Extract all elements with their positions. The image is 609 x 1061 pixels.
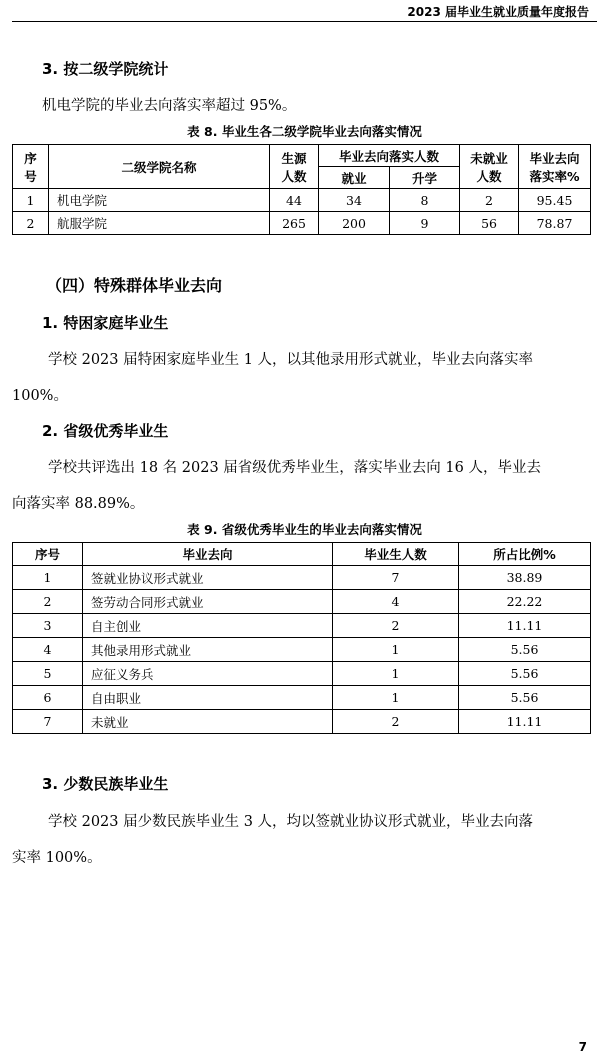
- table9-cell-count: 1: [333, 662, 459, 686]
- table9-cell-no: 1: [13, 566, 83, 590]
- hardship-paragraph-line1: 学校 2023 届特困家庭毕业生 1 人，以其他录用形式就业，毕业去向落实率: [48, 352, 534, 368]
- running-header: 2023 届毕业生就业质量年度报告: [407, 5, 589, 19]
- table9-caption: 表 9. 省级优秀毕业生的毕业去向落实情况: [187, 522, 422, 537]
- table-row: [13, 662, 591, 686]
- table9-header-row: [13, 543, 591, 566]
- table8-cell-no: 1: [13, 189, 49, 212]
- table-row: [13, 212, 591, 235]
- table-row: [13, 590, 591, 614]
- table9-cell-no: 2: [13, 590, 83, 614]
- table9-header-no: 序号: [13, 543, 83, 566]
- table8-header-no: 序 号: [13, 145, 49, 189]
- table9-header-destination: 毕业去向: [83, 543, 333, 566]
- table8-cell-rate: 95.45: [519, 189, 591, 212]
- excellent-heading: 2. 省级优秀毕业生: [42, 422, 169, 440]
- table8-cell-unemployed: 56: [460, 212, 519, 235]
- table-row: [13, 189, 591, 212]
- table9-cell-percent: 5.56: [459, 638, 591, 662]
- table8-cell-employed: 34: [319, 189, 390, 212]
- table-row: [13, 566, 591, 590]
- table9-cell-destination: 其他录用形式就业: [83, 638, 333, 662]
- excellent-paragraph-line2: 向落实率 88.89%。: [12, 496, 145, 512]
- table8-header-source: 生源 人数: [270, 145, 319, 189]
- table9-cell-no: 6: [13, 686, 83, 710]
- college-stats-heading: 3. 按二级学院统计: [42, 60, 169, 78]
- table9-header-count: 毕业生人数: [333, 543, 459, 566]
- table-row: [13, 710, 591, 734]
- college-stats-paragraph: 机电学院的毕业去向落实率超过 95%。: [42, 98, 297, 114]
- table8-header-further-study: 升学: [390, 167, 460, 189]
- table9-cell-percent: 11.11: [459, 710, 591, 734]
- table8-cell-rate: 78.87: [519, 212, 591, 235]
- table8-header-rate: 毕业去向 落实率%: [519, 145, 591, 189]
- special-groups-heading: （四）特殊群体毕业去向: [46, 276, 223, 295]
- table8-cell-name: 航服学院: [49, 212, 270, 235]
- table9-cell-no: 5: [13, 662, 83, 686]
- table8-cell-source: 265: [270, 212, 319, 235]
- table8-cell-further-study: 9: [390, 212, 460, 235]
- table9-cell-no: 4: [13, 638, 83, 662]
- table9-cell-percent: 22.22: [459, 590, 591, 614]
- hardship-heading: 1. 特困家庭毕业生: [42, 314, 169, 332]
- table9-cell-count: 1: [333, 638, 459, 662]
- table9-cell-destination: 签就业协议形式就业: [83, 566, 333, 590]
- table9-cell-destination: 自主创业: [83, 614, 333, 638]
- table9-header-percent: 所占比例%: [459, 543, 591, 566]
- table-row: [13, 638, 591, 662]
- table9-cell-percent: 5.56: [459, 686, 591, 710]
- table9-cell-percent: 11.11: [459, 614, 591, 638]
- table9-cell-count: 2: [333, 614, 459, 638]
- table9-cell-count: 1: [333, 686, 459, 710]
- table8-cell-employed: 200: [319, 212, 390, 235]
- table8-header-placed: 毕业去向落实人数: [319, 145, 460, 167]
- minority-paragraph-line1: 学校 2023 届少数民族毕业生 3 人，均以签就业协议形式就业，毕业去向落: [48, 814, 534, 830]
- table-row: [13, 686, 591, 710]
- table8-cell-source: 44: [270, 189, 319, 212]
- table9-cell-count: 2: [333, 710, 459, 734]
- table9-cell-no: 7: [13, 710, 83, 734]
- table9: [12, 542, 591, 734]
- table9-cell-no: 3: [13, 614, 83, 638]
- table8-header-unemployed: 未就业 人数: [460, 145, 519, 189]
- table8-caption: 表 8. 毕业生各二级学院毕业去向落实情况: [187, 124, 422, 139]
- table8-cell-further-study: 8: [390, 189, 460, 212]
- table9-cell-percent: 5.56: [459, 662, 591, 686]
- table9-cell-count: 4: [333, 590, 459, 614]
- table9-cell-destination: 未就业: [83, 710, 333, 734]
- table8: [12, 144, 591, 235]
- table8-cell-no: 2: [13, 212, 49, 235]
- table8-header-row: [13, 145, 591, 167]
- minority-heading: 3. 少数民族毕业生: [42, 775, 169, 793]
- minority-paragraph-line2: 实率 100%。: [12, 850, 102, 866]
- hardship-paragraph-line2: 100%。: [12, 388, 68, 404]
- header-rule: [12, 21, 597, 22]
- table9-cell-percent: 38.89: [459, 566, 591, 590]
- table9-cell-destination: 自由职业: [83, 686, 333, 710]
- table8-cell-unemployed: 2: [460, 189, 519, 212]
- table-row: [13, 614, 591, 638]
- table8-header-name: 二级学院名称: [49, 145, 270, 189]
- table8-cell-name: 机电学院: [49, 189, 270, 212]
- page-number: 7: [578, 1040, 587, 1054]
- table9-cell-count: 7: [333, 566, 459, 590]
- excellent-paragraph-line1: 学校共评选出 18 名 2023 届省级优秀毕业生，落实毕业去向 16 人，毕业去: [48, 460, 541, 476]
- table8-header-employed: 就业: [319, 167, 390, 189]
- table9-cell-destination: 应征义务兵: [83, 662, 333, 686]
- table9-cell-destination: 签劳动合同形式就业: [83, 590, 333, 614]
